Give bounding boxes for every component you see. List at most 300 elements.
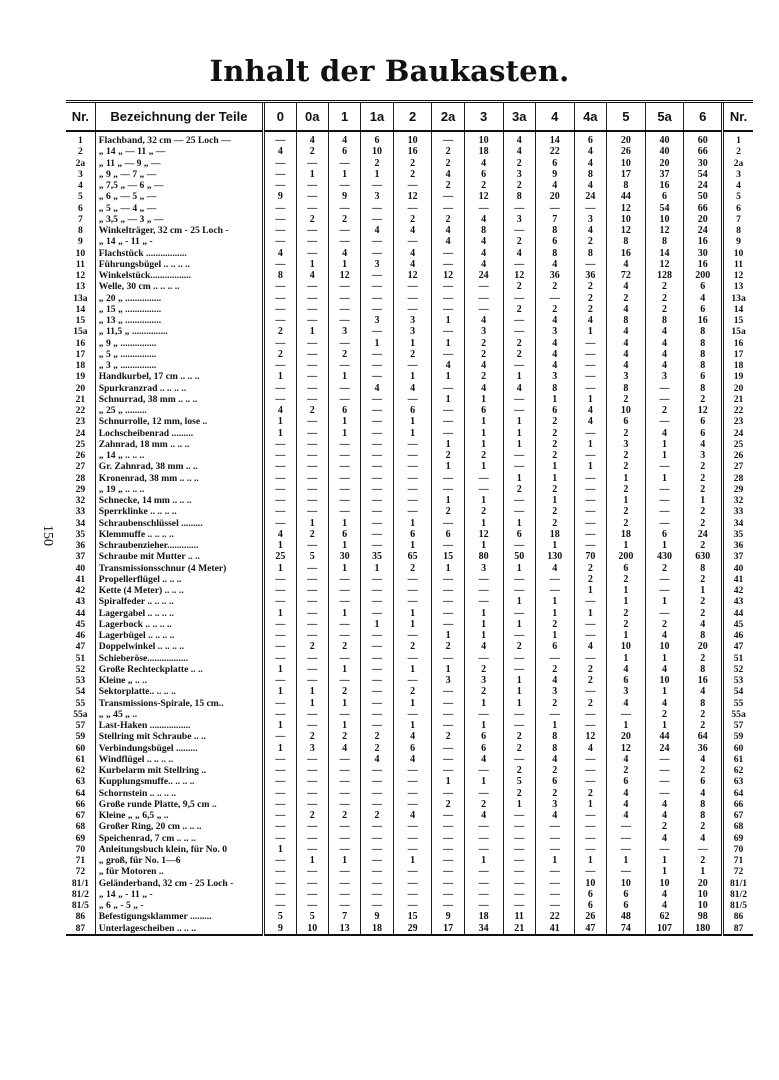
part-name: Schnurrolle, 12 mm, lose .. xyxy=(95,416,263,427)
quantity-cell: 2 xyxy=(607,619,646,630)
quantity-cell: — xyxy=(503,585,535,596)
quantity-cell: — xyxy=(328,878,360,889)
table-row xyxy=(66,169,753,180)
table-body xyxy=(66,131,753,935)
quantity-cell: — xyxy=(328,383,360,394)
quantity-cell: — xyxy=(645,495,684,506)
quantity-cell: 29 xyxy=(393,923,432,935)
quantity-cell: — xyxy=(574,203,606,214)
quantity-cell: — xyxy=(361,709,393,720)
quantity-cell: 3 xyxy=(535,686,574,697)
header-set-4a: 4a xyxy=(574,102,606,132)
quantity-cell: 12 xyxy=(393,270,432,281)
quantity-cell: — xyxy=(503,259,535,270)
quantity-cell: — xyxy=(361,506,393,517)
part-name: Spurkranzrad .. .. .. .. xyxy=(95,383,263,394)
table-row xyxy=(66,326,753,337)
part-name: Last-Haken ................. xyxy=(95,720,263,731)
quantity-cell: 2 xyxy=(393,349,432,360)
quantity-cell: — xyxy=(264,810,296,821)
quantity-cell: 54 xyxy=(645,203,684,214)
quantity-cell: 2 xyxy=(607,765,646,776)
part-name: „ 3,5 „ — 3 „ — xyxy=(95,214,263,225)
quantity-cell: 4 xyxy=(645,630,684,641)
quantity-cell: — xyxy=(328,394,360,405)
table-row xyxy=(66,281,753,292)
quantity-cell: 2 xyxy=(464,450,503,461)
part-name: Schraubenzieher............. xyxy=(95,540,263,551)
quantity-cell: 3 xyxy=(361,259,393,270)
quantity-cell: 1 xyxy=(574,394,606,405)
quantity-cell: 2 xyxy=(574,563,606,574)
row-number-right: 57 xyxy=(723,720,753,731)
row-number-right: 60 xyxy=(723,743,753,754)
quantity-cell: 4 xyxy=(432,360,464,371)
quantity-cell: — xyxy=(645,461,684,472)
quantity-cell: — xyxy=(574,428,606,439)
quantity-cell: 2 xyxy=(684,720,723,731)
quantity-cell: — xyxy=(574,630,606,641)
quantity-cell: — xyxy=(393,450,432,461)
quantity-cell: — xyxy=(328,180,360,191)
quantity-cell: 4 xyxy=(645,338,684,349)
part-name: Kleine „ „ 6,5 „ .. xyxy=(95,810,263,821)
quantity-cell: 12 xyxy=(645,259,684,270)
quantity-cell: — xyxy=(361,428,393,439)
row-number-right: 86 xyxy=(723,911,753,922)
quantity-cell: 1 xyxy=(535,473,574,484)
quantity-cell: — xyxy=(432,293,464,304)
quantity-cell: 4 xyxy=(535,675,574,686)
part-name: „ 9 „ ............... xyxy=(95,338,263,349)
quantity-cell: 20 xyxy=(684,878,723,889)
quantity-cell: — xyxy=(535,574,574,585)
quantity-cell: 2 xyxy=(296,146,328,157)
quantity-cell: — xyxy=(432,720,464,731)
quantity-cell: — xyxy=(296,180,328,191)
quantity-cell: — xyxy=(296,889,328,900)
quantity-cell: 6 xyxy=(607,900,646,911)
part-name: „ 14 „ .. .. .. xyxy=(95,450,263,461)
row-number-right: 40 xyxy=(723,563,753,574)
table-row xyxy=(66,506,753,517)
quantity-cell: 10 xyxy=(393,131,432,146)
quantity-cell: — xyxy=(503,754,535,765)
quantity-cell: — xyxy=(328,776,360,787)
row-number: 17 xyxy=(75,348,86,360)
row-number: 72 xyxy=(75,866,86,878)
quantity-cell: 1 xyxy=(393,518,432,529)
quantity-cell: 3 xyxy=(535,799,574,810)
quantity-cell: 4 xyxy=(464,259,503,270)
quantity-cell: — xyxy=(361,788,393,799)
table-row xyxy=(66,788,753,799)
quantity-cell: 16 xyxy=(684,675,723,686)
quantity-cell: 2 xyxy=(328,641,360,652)
quantity-cell: 6 xyxy=(328,405,360,416)
row-number: 12 xyxy=(75,270,86,282)
quantity-cell: 2 xyxy=(393,686,432,697)
row-number-right: 43 xyxy=(723,596,753,607)
quantity-cell: 1 xyxy=(503,799,535,810)
quantity-cell: 8 xyxy=(645,315,684,326)
table-row xyxy=(66,731,753,742)
quantity-cell: 4 xyxy=(264,529,296,540)
quantity-cell: 1 xyxy=(264,743,296,754)
quantity-cell: 10 xyxy=(464,131,503,146)
row-number: 63 xyxy=(75,776,86,788)
quantity-cell: 2 xyxy=(645,821,684,832)
part-name: Verbindungsbügel ......... xyxy=(95,743,263,754)
quantity-cell: 6 xyxy=(464,169,503,180)
quantity-cell: 2 xyxy=(645,709,684,720)
quantity-cell: 1 xyxy=(645,473,684,484)
quantity-cell: — xyxy=(432,585,464,596)
quantity-cell: 12 xyxy=(684,405,723,416)
quantity-cell: — xyxy=(393,821,432,832)
quantity-cell: 2 xyxy=(535,619,574,630)
quantity-cell: — xyxy=(503,709,535,720)
quantity-cell: 22 xyxy=(535,146,574,157)
row-number: 35 xyxy=(75,528,86,540)
quantity-cell: 6 xyxy=(574,131,606,146)
table-row xyxy=(66,131,753,146)
quantity-cell: 4 xyxy=(574,180,606,191)
row-number-right: 37 xyxy=(723,551,753,562)
quantity-cell: — xyxy=(574,473,606,484)
quantity-cell: 1 xyxy=(464,518,503,529)
quantity-cell: 2 xyxy=(535,428,574,439)
quantity-cell: — xyxy=(328,158,360,169)
quantity-cell: 2 xyxy=(432,146,464,157)
quantity-cell: 1 xyxy=(464,416,503,427)
row-number-right: 59 xyxy=(723,731,753,742)
row-number-right: 21 xyxy=(723,394,753,405)
quantity-cell: 4 xyxy=(684,619,723,630)
quantity-cell: — xyxy=(328,709,360,720)
quantity-cell: — xyxy=(503,540,535,551)
quantity-cell: 6 xyxy=(393,529,432,540)
quantity-cell: 8 xyxy=(684,360,723,371)
table-row xyxy=(66,203,753,214)
quantity-cell: 20 xyxy=(684,214,723,225)
table-row xyxy=(66,855,753,866)
quantity-cell: — xyxy=(361,450,393,461)
quantity-cell: — xyxy=(503,394,535,405)
quantity-cell: — xyxy=(645,506,684,517)
part-name: Kronenrad, 38 mm .. .. .. xyxy=(95,473,263,484)
quantity-cell: — xyxy=(296,371,328,382)
quantity-cell: 1 xyxy=(503,439,535,450)
quantity-cell: — xyxy=(296,506,328,517)
quantity-cell: — xyxy=(264,866,296,877)
quantity-cell: 4 xyxy=(535,360,574,371)
quantity-cell: — xyxy=(328,653,360,664)
quantity-cell: 1 xyxy=(264,664,296,675)
header-nr-right: Nr. xyxy=(723,102,753,132)
quantity-cell: 1 xyxy=(393,664,432,675)
quantity-cell: 1 xyxy=(328,540,360,551)
quantity-cell: 2 xyxy=(264,326,296,337)
quantity-cell: 1 xyxy=(684,866,723,877)
quantity-cell: 10 xyxy=(296,923,328,935)
quantity-cell: — xyxy=(393,675,432,686)
quantity-cell: — xyxy=(503,833,535,844)
table-row xyxy=(66,698,753,709)
quantity-cell: 128 xyxy=(645,270,684,281)
quantity-cell: 2 xyxy=(432,506,464,517)
quantity-cell: — xyxy=(296,394,328,405)
row-number-right: 5 xyxy=(723,191,753,202)
quantity-cell: — xyxy=(464,878,503,889)
quantity-cell: — xyxy=(503,855,535,866)
quantity-cell: — xyxy=(328,473,360,484)
quantity-cell: — xyxy=(432,900,464,911)
quantity-cell: 1 xyxy=(464,630,503,641)
quantity-cell: 1 xyxy=(432,315,464,326)
quantity-cell: — xyxy=(393,799,432,810)
header-set-6: 6 xyxy=(684,102,723,132)
quantity-cell: — xyxy=(393,833,432,844)
table-row xyxy=(66,225,753,236)
quantity-cell: 6 xyxy=(645,529,684,540)
quantity-cell: 6 xyxy=(535,641,574,652)
quantity-cell: — xyxy=(574,484,606,495)
row-number-right: 67 xyxy=(723,810,753,821)
quantity-cell: 2 xyxy=(328,731,360,742)
quantity-cell: 1 xyxy=(432,495,464,506)
row-number-right: 23 xyxy=(723,416,753,427)
quantity-cell: — xyxy=(393,203,432,214)
quantity-cell: 4 xyxy=(645,698,684,709)
quantity-cell: — xyxy=(361,833,393,844)
page-number: 150 xyxy=(40,525,55,546)
quantity-cell: 18 xyxy=(361,923,393,935)
quantity-cell: — xyxy=(503,495,535,506)
quantity-cell: 2 xyxy=(296,810,328,821)
quantity-cell: — xyxy=(574,596,606,607)
quantity-cell: 4 xyxy=(574,158,606,169)
row-number: 5 xyxy=(77,191,83,203)
row-number: 13a xyxy=(73,292,88,304)
quantity-cell: — xyxy=(264,506,296,517)
table-row xyxy=(66,675,753,686)
quantity-cell: 4 xyxy=(645,428,684,439)
quantity-cell: — xyxy=(393,844,432,855)
quantity-cell: 5 xyxy=(264,911,296,922)
quantity-cell: 8 xyxy=(464,225,503,236)
quantity-cell: 16 xyxy=(684,259,723,270)
quantity-cell: 2 xyxy=(464,180,503,191)
quantity-cell: 2 xyxy=(607,428,646,439)
quantity-cell: 3 xyxy=(535,326,574,337)
row-number-right: 72 xyxy=(723,866,753,877)
quantity-cell: — xyxy=(574,776,606,787)
table-row xyxy=(66,551,753,562)
quantity-cell: 2 xyxy=(607,574,646,585)
part-name: „ 6 „ - 5 „ - xyxy=(95,900,263,911)
table-row xyxy=(66,923,753,935)
quantity-cell: 2 xyxy=(432,158,464,169)
quantity-cell: 1 xyxy=(503,371,535,382)
quantity-cell: — xyxy=(264,383,296,394)
quantity-cell: 12 xyxy=(464,191,503,202)
quantity-cell: 1 xyxy=(464,428,503,439)
quantity-cell: — xyxy=(574,619,606,630)
row-number-right: 18 xyxy=(723,360,753,371)
quantity-cell: 200 xyxy=(684,270,723,281)
row-number-right: 28 xyxy=(723,473,753,484)
quantity-cell: — xyxy=(361,236,393,247)
quantity-cell: 1 xyxy=(607,720,646,731)
quantity-cell: 1 xyxy=(264,844,296,855)
row-number-right: 15a xyxy=(723,326,753,337)
quantity-cell: — xyxy=(361,608,393,619)
quantity-cell: — xyxy=(264,225,296,236)
quantity-cell: — xyxy=(393,900,432,911)
quantity-cell: — xyxy=(361,248,393,259)
quantity-cell: 6 xyxy=(684,304,723,315)
quantity-cell: 4 xyxy=(535,338,574,349)
quantity-cell: 3 xyxy=(361,315,393,326)
quantity-cell: 47 xyxy=(574,923,606,935)
quantity-cell: — xyxy=(535,878,574,889)
quantity-cell: — xyxy=(328,675,360,686)
quantity-cell: — xyxy=(393,495,432,506)
table-row xyxy=(66,270,753,281)
quantity-cell: 26 xyxy=(574,911,606,922)
quantity-cell: 16 xyxy=(645,180,684,191)
quantity-cell: — xyxy=(264,698,296,709)
quantity-cell: — xyxy=(328,619,360,630)
quantity-cell: 20 xyxy=(535,191,574,202)
quantity-cell: — xyxy=(361,461,393,472)
quantity-cell: 21 xyxy=(503,923,535,935)
quantity-cell: 8 xyxy=(684,630,723,641)
quantity-cell: — xyxy=(574,754,606,765)
quantity-cell: — xyxy=(264,394,296,405)
row-number: 59 xyxy=(75,731,86,743)
quantity-cell: 4 xyxy=(503,131,535,146)
quantity-cell: — xyxy=(328,833,360,844)
quantity-cell: 4 xyxy=(574,315,606,326)
part-name: Unterlagescheiben .. .. .. xyxy=(95,923,263,935)
table-row xyxy=(66,844,753,855)
quantity-cell: — xyxy=(503,844,535,855)
row-number: 2a xyxy=(75,157,86,169)
quantity-cell: — xyxy=(503,900,535,911)
table-row xyxy=(66,619,753,630)
quantity-cell: 4 xyxy=(607,788,646,799)
quantity-cell: 1 xyxy=(645,596,684,607)
quantity-cell: — xyxy=(296,236,328,247)
quantity-cell: — xyxy=(328,338,360,349)
quantity-cell: 2 xyxy=(464,686,503,697)
quantity-cell: — xyxy=(393,473,432,484)
quantity-cell: 4 xyxy=(464,383,503,394)
part-name: Kurbelarm mit Stellring .. xyxy=(95,765,263,776)
quantity-cell: 4 xyxy=(607,360,646,371)
quantity-cell: — xyxy=(361,686,393,697)
quantity-cell: — xyxy=(296,799,328,810)
quantity-cell: — xyxy=(361,293,393,304)
quantity-cell: — xyxy=(503,889,535,900)
part-name: Lagergabel .. .. .. .. xyxy=(95,608,263,619)
quantity-cell: — xyxy=(684,844,723,855)
quantity-cell: 8 xyxy=(264,270,296,281)
quantity-cell: — xyxy=(264,821,296,832)
quantity-cell: 1 xyxy=(684,495,723,506)
quantity-cell: 4 xyxy=(607,754,646,765)
quantity-cell: — xyxy=(328,203,360,214)
quantity-cell: — xyxy=(464,889,503,900)
quantity-cell: — xyxy=(432,574,464,585)
quantity-cell: — xyxy=(264,495,296,506)
row-number-right: 13a xyxy=(723,293,753,304)
part-name: „ für Motoren .. xyxy=(95,866,263,877)
quantity-cell: — xyxy=(393,506,432,517)
quantity-cell: 1 xyxy=(432,394,464,405)
quantity-cell: — xyxy=(645,844,684,855)
quantity-cell: 3 xyxy=(503,169,535,180)
quantity-cell: 6 xyxy=(574,889,606,900)
quantity-cell: 1 xyxy=(296,326,328,337)
quantity-cell: 1 xyxy=(503,675,535,686)
row-number: 10 xyxy=(75,247,86,259)
quantity-cell: 1 xyxy=(328,428,360,439)
quantity-cell: 18 xyxy=(607,529,646,540)
quantity-cell: — xyxy=(432,473,464,484)
quantity-cell: — xyxy=(432,191,464,202)
quantity-cell: — xyxy=(574,360,606,371)
quantity-cell: 4 xyxy=(393,754,432,765)
quantity-cell: — xyxy=(264,754,296,765)
quantity-cell: — xyxy=(535,653,574,664)
quantity-cell: — xyxy=(393,596,432,607)
quantity-cell: 4 xyxy=(645,900,684,911)
quantity-cell: 1 xyxy=(535,855,574,866)
quantity-cell: 4 xyxy=(607,799,646,810)
quantity-cell: 74 xyxy=(607,923,646,935)
quantity-cell: — xyxy=(361,720,393,731)
quantity-cell: — xyxy=(361,585,393,596)
quantity-cell: — xyxy=(393,484,432,495)
quantity-cell: 2 xyxy=(361,810,393,821)
table-row xyxy=(66,866,753,877)
quantity-cell: 4 xyxy=(264,405,296,416)
row-number: 29 xyxy=(75,483,86,495)
part-name: Propellerflügel .. .. .. xyxy=(95,574,263,585)
quantity-cell: 16 xyxy=(684,315,723,326)
quantity-cell: 2 xyxy=(684,574,723,585)
quantity-cell: — xyxy=(503,720,535,731)
quantity-cell: 1 xyxy=(464,394,503,405)
quantity-cell: 66 xyxy=(684,146,723,157)
table-row xyxy=(66,439,753,450)
quantity-cell: 1 xyxy=(432,664,464,675)
quantity-cell: 2 xyxy=(535,788,574,799)
quantity-cell: — xyxy=(464,304,503,315)
header-set-0: 0 xyxy=(264,102,296,132)
part-name: Geländerband, 32 cm - 25 Loch - xyxy=(95,878,263,889)
quantity-cell: 8 xyxy=(684,563,723,574)
quantity-cell: 4 xyxy=(607,810,646,821)
part-name: Anleitungsbuch klein, für No. 0 xyxy=(95,844,263,855)
quantity-cell: 1 xyxy=(328,518,360,529)
quantity-cell: 4 xyxy=(464,315,503,326)
quantity-cell: — xyxy=(464,709,503,720)
quantity-cell: 4 xyxy=(535,259,574,270)
